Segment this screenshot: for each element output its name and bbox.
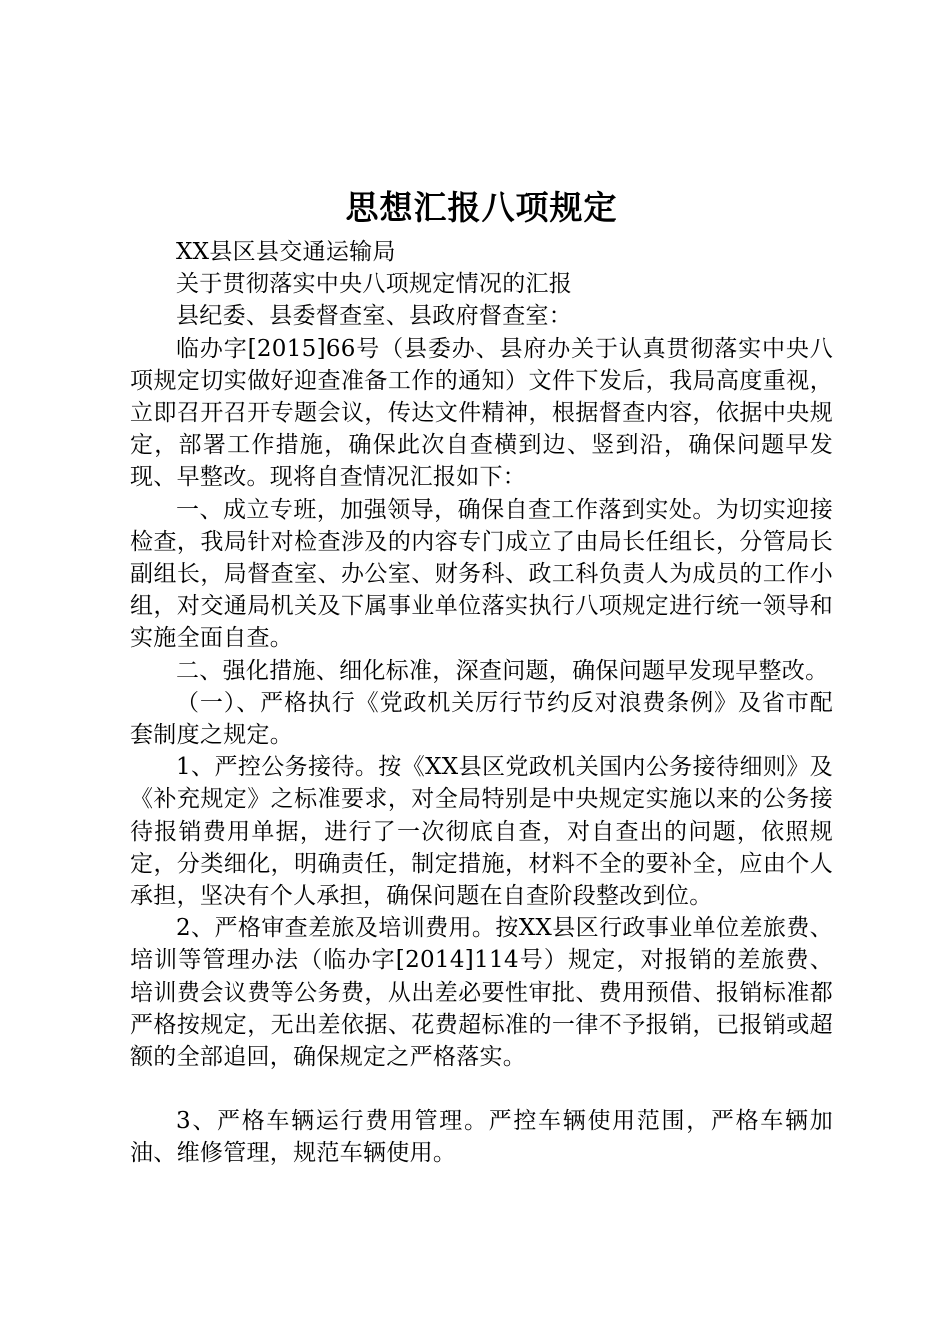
paragraph-item-1: 1、严控公务接待。按《XX县区党政机关国内公务接待细则》及《补充规定》之标准要求，对全局特别是中央规定实施以来的公务接待报销费用单据，进行了一次彻底自查，对自查出的问题，依照规定，分类细化，明确责任，制定措施，材料不全的要补全，应由个人承担，坚决有个人承担，确保问题在自查阶段整改到位。 <box>130 754 833 910</box>
document-title: 思想汇报八项规定 <box>345 188 618 227</box>
paragraph-subject: 关于贯彻落实中央八项规定情况的汇报 <box>176 271 573 298</box>
paragraph-section-2: 二、强化措施、细化标准，深查问题，确保问题早发现早整改。 <box>176 657 829 684</box>
paragraph-item-3: 3、严格车辆运行费用管理。严控车辆使用范围，严格车辆加油、维修管理，规范车辆使用。 <box>130 1108 833 1167</box>
paragraph-subsection-1: （一）、严格执行《党政机关厉行节约反对浪费条例》及省市配套制度之规定。 <box>130 689 833 749</box>
paragraph-item-2: 2、严格审查差旅及培训费用。按XX县区行政事业单位差旅费、培训等管理办法（临办字[2014]114号）规定，对报销的差旅费、培训费会议费等公务费，从出差必要性审批、费用预借、报销标准都严格按规定，无出差依据、花费超标准的一律不予报销，已报销或超额的全部追回，确保规定之严格落实。 <box>130 915 833 1071</box>
paragraph-intro: 临办字[2015]66号（县委办、县府办关于认真贯彻落实中央八项规定切实做好迎查准备工作的通知）文件下发后，我局高度重视，立即召开召开专题会议，传达文件精神，根据督查内容，依据中央规定，部署工作措施，确保此次自查横到边、竖到沿，确保问题早发现、早整改。现将自查情况汇报如下： <box>130 335 833 491</box>
paragraph-issuer: XX县区县交通运输局 <box>176 239 396 265</box>
paragraph-recipients: 县纪委、县委督查室、县政府督查室： <box>176 303 573 330</box>
paragraph-section-1: 一、成立专班，加强领导，确保自查工作落到实处。为切实迎接检查，我局针对检查涉及的内容专门成立了由局长任组长，分管局长副组长，局督查室、办公室、财务科、政工科负责人为成员的工作小组，对交通局机关及下属事业单位落实执行八项规定进行统一领导和实施全面自查。 <box>130 496 833 652</box>
document-body <box>130 236 833 1170</box>
